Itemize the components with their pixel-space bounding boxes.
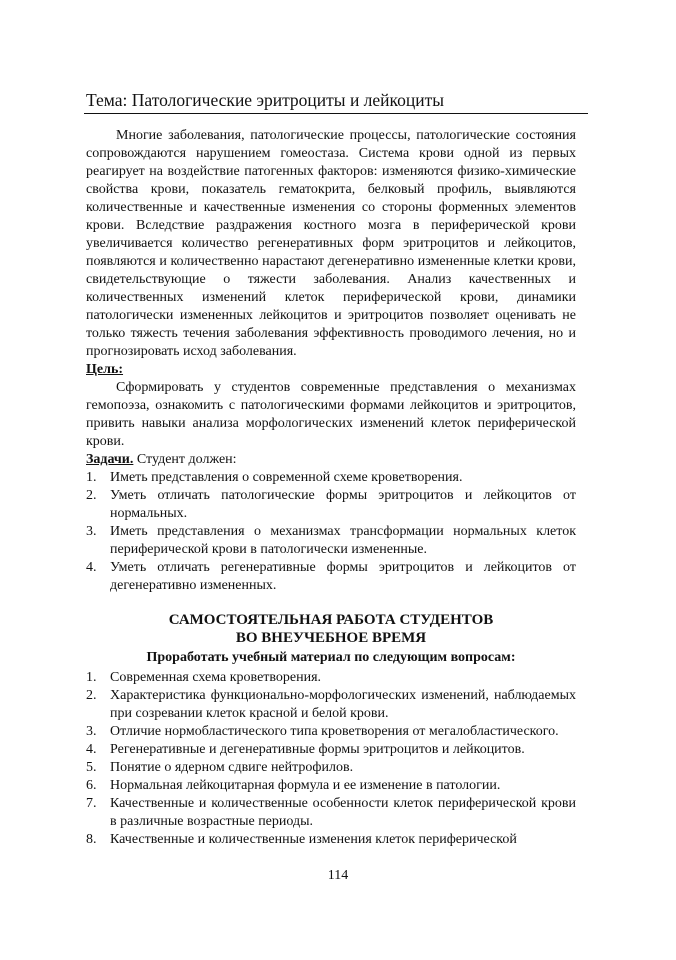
list-item-text: Уметь отличать регенеративные формы эритроцитов и лейкоцитов от дегенеративно измененных. — [110, 560, 576, 593]
list-item-number: 4. — [86, 742, 97, 757]
list-item-number: 4. — [86, 560, 97, 575]
list-item — [86, 469, 576, 487]
list-item-text: Современная схема кроветворения. — [110, 670, 322, 685]
section-subheading: Проработать учебный материал по следующим вопросам: — [146, 650, 516, 665]
list-item-number: 6. — [86, 778, 97, 793]
list-item — [86, 487, 576, 523]
list-item — [86, 741, 576, 759]
list-item-number: 1. — [86, 470, 97, 485]
list-item-text: Характеристика функционально-морфологических изменений, наблюдаемых при созревании клеток красной и белой крови. — [110, 688, 576, 721]
page-content — [86, 127, 576, 849]
list-item-text: Иметь представления о современной схеме кроветворения. — [110, 470, 463, 485]
list-item-text: Уметь отличать патологические формы эритроцитов и лейкоцитов от нормальных. — [110, 488, 576, 521]
list-item — [86, 831, 576, 849]
list-item — [86, 687, 576, 723]
list-item-number: 5. — [86, 760, 97, 775]
list-item — [86, 523, 576, 559]
list-item-number: 1. — [86, 670, 97, 685]
list-item-text: Качественные и количественные особенности клеток периферической крови в различные возрастные периоды. — [110, 796, 576, 829]
list-item-number: 3. — [86, 524, 97, 539]
list-item-text: Нормальная лейкоцитарная формула и ее изменение в патологии. — [110, 778, 501, 793]
list-item-text: Понятие о ядерном сдвиге нейтрофилов. — [110, 760, 354, 775]
list-item-text: Отличие нормобластического типа кроветворения от мегалобластического. — [110, 724, 559, 739]
list-item-text: Регенеративные и дегенеративные формы эритроцитов и лейкоцитов. — [110, 742, 525, 757]
goal-paragraph: Сформировать у студентов современные представления о механизмах гемопоэза, ознакомить с патологическими формами лейкоцитов и эритроцитов, привить навыки анализа морфологических изменений клеток периферической крови. — [86, 380, 576, 449]
list-item-number: 7. — [86, 796, 97, 811]
tasks-label: Задачи. — [86, 452, 134, 467]
list-item-number: 2. — [86, 688, 97, 703]
questions-list — [86, 669, 576, 849]
tasks-intro — [86, 451, 576, 469]
list-item-number: 3. — [86, 724, 97, 739]
list-item — [86, 795, 576, 831]
header-divider — [84, 113, 588, 114]
list-item — [86, 669, 576, 687]
list-item-number: 2. — [86, 488, 97, 503]
tasks-list — [86, 469, 576, 595]
page-number: 114 — [327, 868, 349, 883]
goal-label: Цель: — [86, 362, 124, 377]
page-header-title: Тема: Патологические эритроциты и лейкоциты — [86, 90, 445, 110]
list-item — [86, 559, 576, 595]
list-item-number: 8. — [86, 832, 97, 847]
section-heading-line-2: ВО ВНЕУЧЕБНОЕ ВРЕМЯ — [235, 630, 427, 646]
list-item — [86, 723, 576, 741]
tasks-lead: Студент должен: — [133, 452, 237, 467]
intro-paragraph: Многие заболевания, патологические процессы, патологические состояния сопровождаются нарушением гомеостаза. Система крови одной из первых реагирует на воздействие патогенных факторов: изменяются физико-химические свойства крови, показатель гематокрита, белковый профиль, выявляются количественные и качественные изменения со стороны форменных элементов крови. Вследствие раздражения костного мозга в периферической крови увеличивается количество регенеративных форм эритроцитов и лейкоцитов, появляются и количественно нарастают дегенеративно измененные клетки крови, свидетельствующие о тяжести заболевания. Анализ качественных и количественных изменений клеток периферической крови, динамики патологически измененных лейкоцитов и эритроцитов позволяет оценивать не только тяжесть течения заболевания эффективность проводимого лечения, но и прогнозировать исход заболевания. — [86, 128, 576, 359]
section-heading-line-1: САМОСТОЯТЕЛЬНАЯ РАБОТА СТУДЕНТОВ — [168, 612, 494, 628]
list-item — [86, 759, 576, 777]
list-item-text: Качественные и количественные изменения клеток периферической — [110, 832, 517, 847]
list-item-text: Иметь представления о механизмах трансформации нормальных клеток периферической крови в патологически измененные. — [110, 524, 576, 557]
section-heading — [86, 611, 576, 647]
list-item — [86, 777, 576, 795]
